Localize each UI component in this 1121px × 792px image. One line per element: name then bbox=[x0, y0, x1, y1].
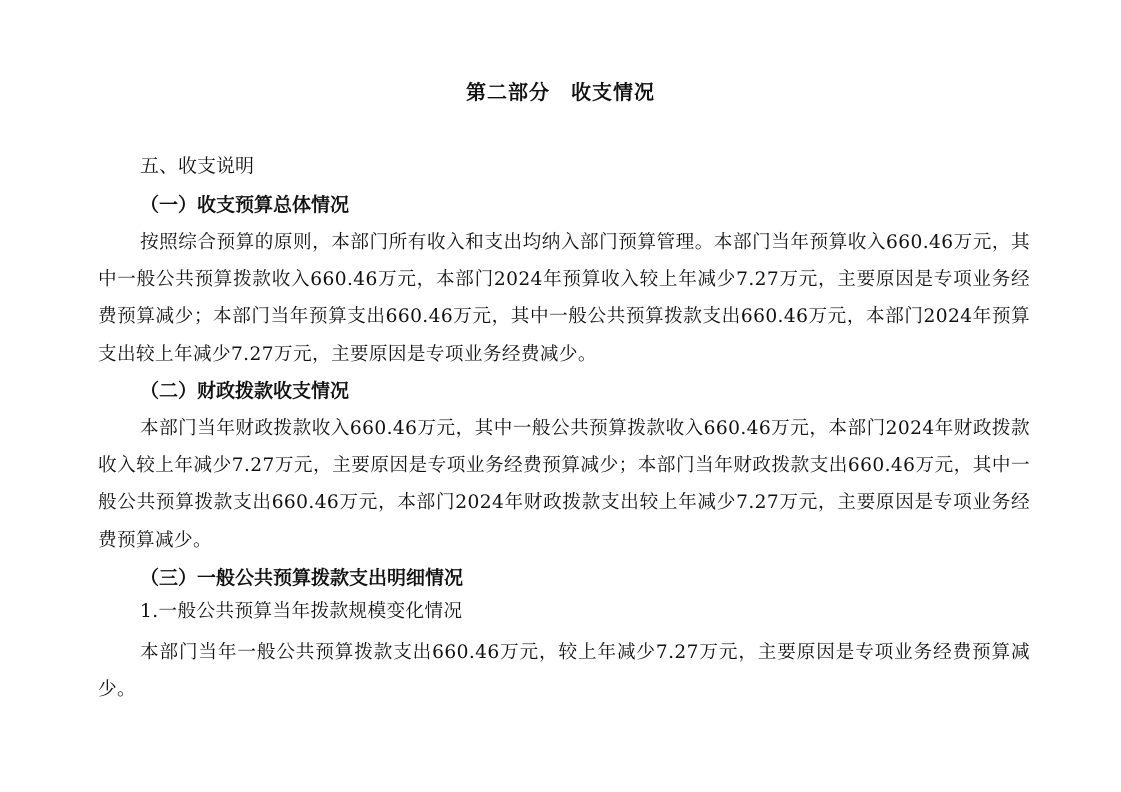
subsection-heading-fiscal-appropriation: （二）财政拨款收支情况 bbox=[140, 380, 350, 402]
item-title-scale-change: 1.一般公共预算当年拨款规模变化情况 bbox=[140, 601, 463, 622]
subsection-heading-general-public-budget: （三）一般公共预算拨款支出明细情况 bbox=[140, 567, 464, 589]
paragraph-fiscal-appropriation: 本部门当年财政拨款收入660.46万元，其中一般公共预算拨款收入660.46万元，本部门2024年财政拨款收入较上年减少7.27万元，主要原因是专项业务经费预算减少；本部门当年财政拨款支出660.46万元，其中一般公共预算拨款支出660.46万元，本部门2024年财政拨款支出较上年减少7.27万元，主要原因是专项业务经费预算减少。 bbox=[98, 418, 1030, 551]
section-title: 五、收支说明 bbox=[140, 155, 255, 177]
paragraph-budget-overview: 按照综合预算的原则，本部门所有收入和支出均纳入部门预算管理。本部门当年预算收入660.46万元，其中一般公共预算拨款收入660.46万元，本部门2024年预算收入较上年减少7.27万元，主要原因是专项业务经费预算减少；本部门当年预算支出660.46万元，其中一般公共预算拨款支出660.46万元，本部门2024年预算支出较上年减少7.27万元，主要原因是专项业务经费减少。 bbox=[98, 232, 1030, 365]
paragraph-general-public-budget: 本部门当年一般公共预算拨款支出660.46万元，较上年减少7.27万元，主要原因是专项业务经费预算减少。 bbox=[98, 642, 1030, 701]
subsection-heading-budget-overview: （一）收支预算总体情况 bbox=[140, 194, 350, 216]
part-title: 第二部分 收支情况 bbox=[466, 80, 655, 104]
